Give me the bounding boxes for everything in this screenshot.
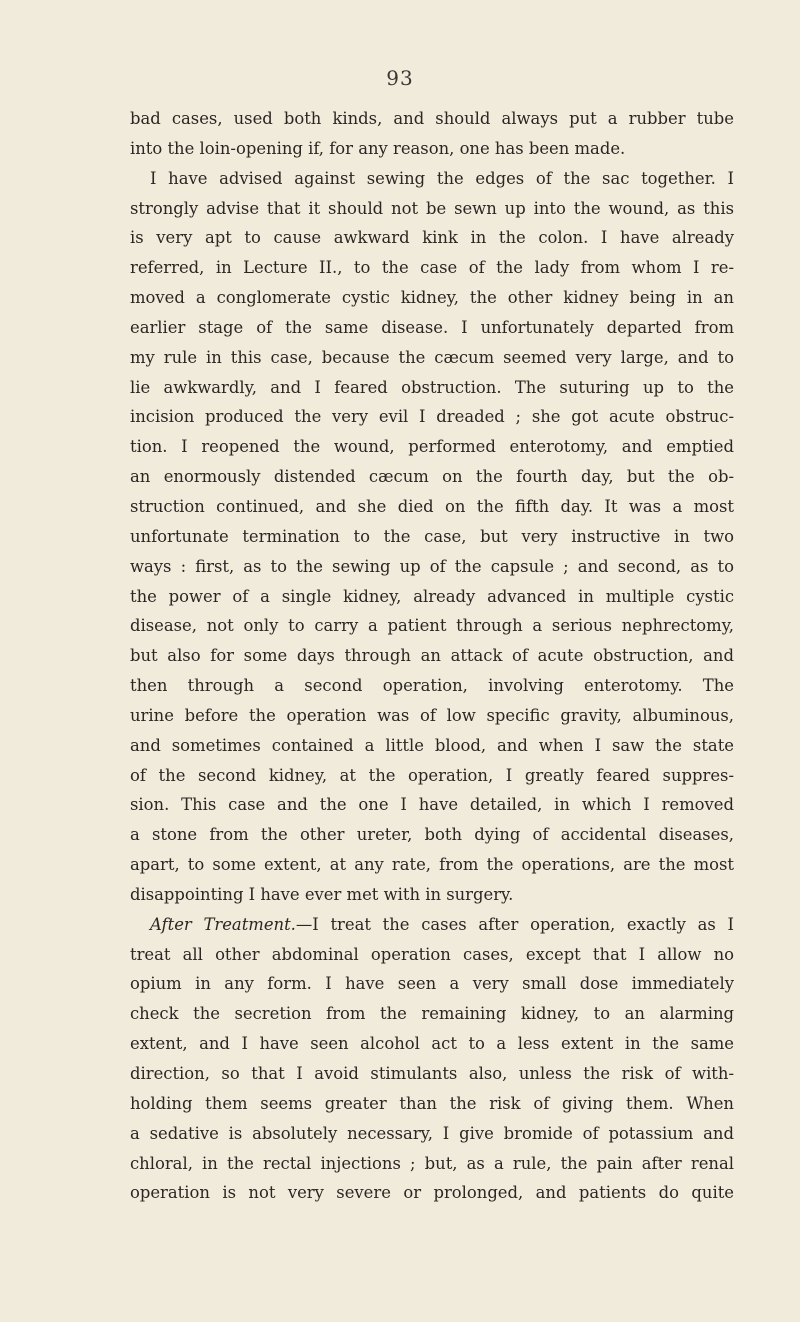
text-line: but also for some days through an attack of acute obstruction, and — [130, 646, 734, 666]
text-line: operation is not very severe or prolonged, and patients do quite — [130, 1183, 734, 1203]
text-line: referred, in Lecture II., to the case of the lady from whom I re- — [130, 258, 734, 278]
text-line: struction continued, and she died on the fifth day. It was a most — [130, 496, 734, 516]
text-line: tion. I reopened the wound, performed enterotomy, and emptied — [130, 437, 734, 457]
text-line: sion. This case and the one I have detailed, in which I removed — [130, 795, 734, 815]
text-line: disappointing I have ever met with in surgery. — [130, 884, 514, 904]
text-line: is very apt to cause awkward kink in the colon. I have already — [130, 228, 734, 248]
text-line: treat all other abdominal operation cases, except that I allow no — [130, 944, 734, 964]
body-text — [130, 104, 734, 1208]
text-line: direction, so that I avoid stimulants also, unless the risk of with- — [130, 1064, 734, 1083]
text-line: opium in any form. I have seen a very small dose immediately — [130, 974, 734, 994]
text-line: an enormously distended cæcum on the fourth day, but the ob- — [130, 467, 734, 487]
text-line: incision produced the very evil I dreaded ; she got acute obstruc- — [130, 407, 734, 427]
text-line: extent, and I have seen alcohol act to a less extent in the same — [130, 1034, 734, 1054]
page-number: 93 — [386, 66, 414, 90]
text-line: moved a conglomerate cystic kidney, the other kidney being in an — [130, 288, 734, 308]
text-line: apart, to some extent, at any rate, from the operations, are the most — [130, 855, 734, 875]
text-line: into the loin-opening if, for any reason, one has been made. — [130, 138, 626, 158]
text-line: bad cases, used both kinds, and should always put a rubber tube — [130, 109, 734, 128]
text-line-continuation: I treat the cases after operation, exactly as I — [312, 914, 734, 934]
text-line: I have advised against sewing the edges of the sac together. I — [150, 168, 734, 188]
text-line: of the second kidney, at the operation, I greatly feared suppres- — [130, 765, 734, 785]
text-line: the power of a single kidney, already advanced in multiple cystic — [130, 586, 734, 606]
text-line: disease, not only to carry a patient through a serious nephrectomy, — [130, 616, 734, 636]
text-line: check the secretion from the remaining kidney, to an alarming — [130, 1004, 734, 1024]
text-line: and sometimes contained a little blood, and when I saw the state — [130, 735, 734, 755]
text-line: lie awkwardly, and I feared obstruction. The suturing up to the — [130, 377, 734, 397]
text-line: chloral, in the rectal injections ; but, as a rule, the pain after renal — [130, 1153, 734, 1173]
section-heading: After Treatment.— — [150, 914, 313, 934]
text-line: urine before the operation was of low specific gravity, albuminous, — [130, 705, 734, 725]
text-line: unfortunate termination to the case, but very instructive in two — [130, 526, 734, 546]
text-line: ways : first, as to the sewing up of the capsule ; and second, as to — [130, 556, 734, 576]
text-line: holding them seems greater than the risk of giving them. When — [130, 1093, 734, 1113]
text-line: a stone from the other ureter, both dying of accidental diseases, — [130, 825, 734, 845]
text-line: strongly advise that it should not be sewn up into the wound, as this — [130, 198, 734, 218]
text-line-with-heading — [130, 910, 734, 940]
text-line: a sedative is absolutely necessary, I give bromide of potassium and — [130, 1123, 734, 1143]
text-line: earlier stage of the same disease. I unfortunately departed from — [130, 317, 734, 337]
text-line: my rule in this case, because the cæcum seemed very large, and to — [130, 347, 734, 367]
text-line: then through a second operation, involving enterotomy. The — [130, 676, 734, 696]
